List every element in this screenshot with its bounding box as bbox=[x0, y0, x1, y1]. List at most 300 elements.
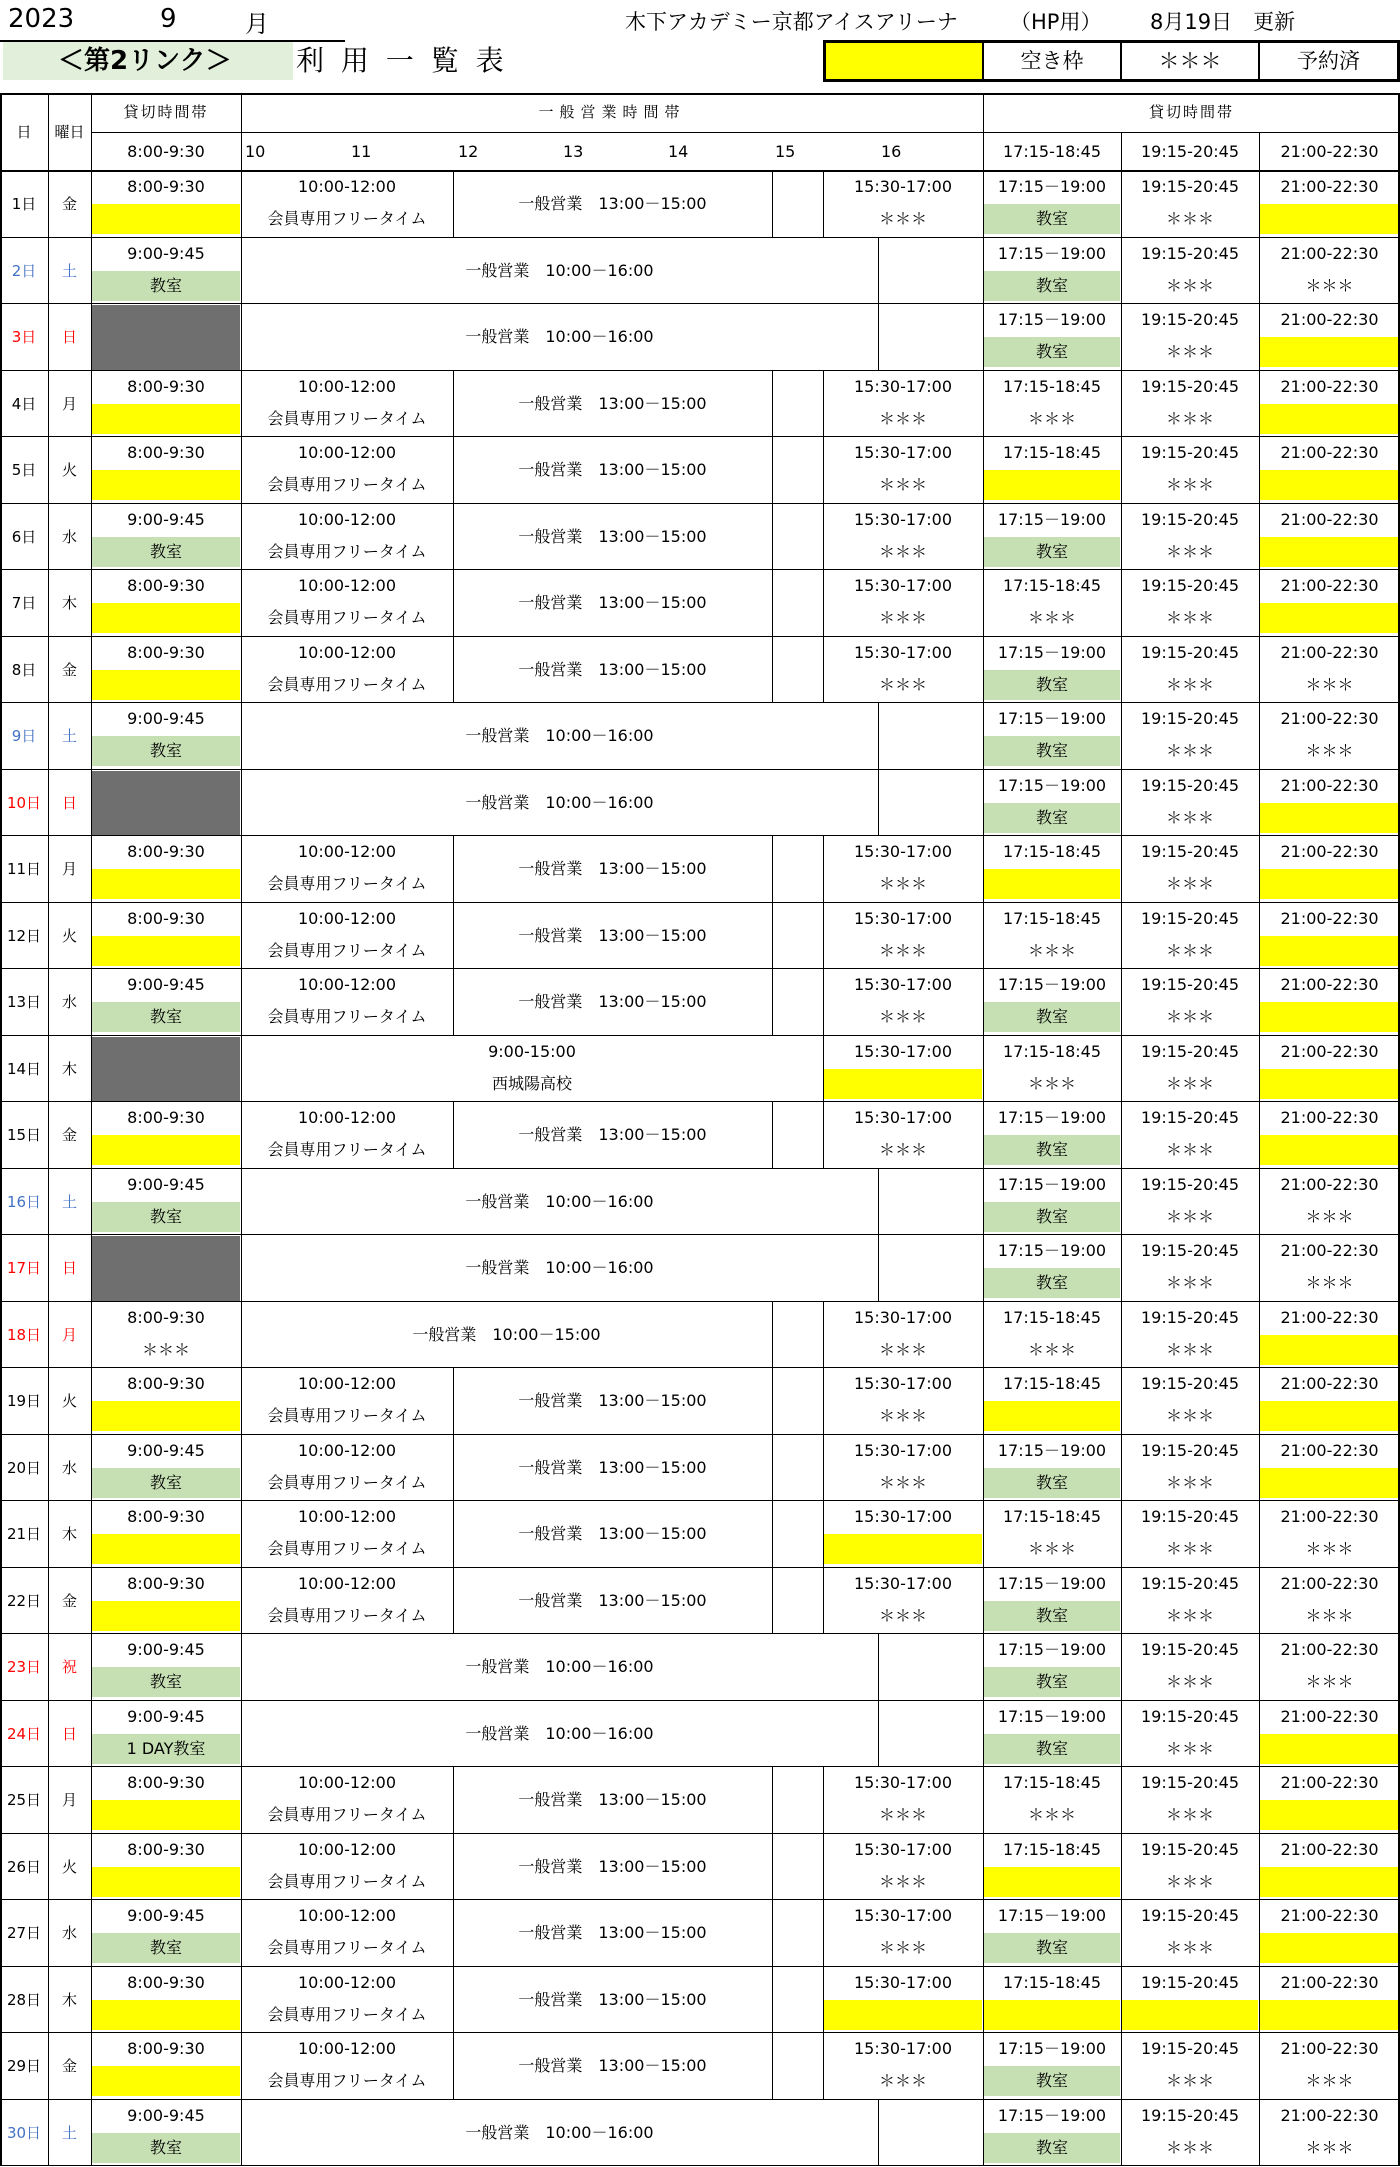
public-session: 一般営業 13:00－15:00 bbox=[518, 1524, 707, 1543]
cell-border bbox=[772, 504, 773, 571]
cell-border bbox=[983, 1435, 984, 1502]
evening-slot bbox=[983, 1501, 1121, 1568]
evening-slot-time: 19:15-20:45 bbox=[1141, 2105, 1239, 2125]
late-slot bbox=[823, 371, 983, 438]
evening-slot-fill bbox=[1260, 1867, 1399, 1897]
evening-slot bbox=[1121, 1568, 1259, 1635]
cell-border bbox=[48, 437, 49, 504]
morning-slot-time: 8:00-9:30 bbox=[127, 842, 205, 861]
evening-slot-time: 19:15-20:45 bbox=[1141, 310, 1239, 329]
evening-slot bbox=[1259, 1036, 1400, 1103]
day-cell: 10日 bbox=[6, 793, 42, 812]
table-row bbox=[0, 1967, 1400, 2034]
late-slot-time: 15:30-17:00 bbox=[854, 509, 952, 529]
cell-border bbox=[983, 703, 984, 770]
evening-slot-time: 21:00-22:30 bbox=[1280, 1440, 1379, 1460]
table-row bbox=[0, 570, 1400, 637]
morning-slot-time: 8:00-9:30 bbox=[127, 1573, 205, 1593]
morning-slot bbox=[91, 1900, 241, 1967]
evening-slot-time: 17:15-18:45 bbox=[1003, 1839, 1101, 1859]
evening-slot-time: 17:15-18:45 bbox=[1003, 576, 1101, 595]
evening-slot bbox=[1259, 903, 1400, 970]
evening-slot bbox=[1259, 1767, 1400, 1834]
late-slot bbox=[823, 836, 983, 903]
morning-slot-time: 9:00-9:45 bbox=[127, 2105, 205, 2125]
late-slot-status: ＊＊＊ bbox=[878, 1406, 927, 1425]
late-slot bbox=[823, 969, 983, 1036]
late-slot bbox=[823, 1302, 983, 1369]
evening-slot-time: 21:00-22:30 bbox=[1280, 376, 1379, 396]
evening-slot bbox=[1121, 1302, 1259, 1369]
weekday-cell: 水 bbox=[61, 993, 77, 1011]
cell-border bbox=[1259, 1634, 1260, 1701]
weekday-cell: 金 bbox=[61, 660, 77, 679]
evening-slot bbox=[1121, 1501, 1259, 1568]
evening-slot-status: ＊＊＊ bbox=[1305, 674, 1354, 694]
cell-border bbox=[1259, 770, 1260, 837]
morning-slot-time: 9:00-9:45 bbox=[127, 1706, 205, 1726]
evening-slot bbox=[1259, 1501, 1400, 1568]
morning-slot-status: 教室 bbox=[149, 1206, 182, 1226]
evening-slot bbox=[1121, 1701, 1259, 1768]
public-session: 一般営業 10:00－15:00 bbox=[412, 1324, 601, 1344]
evening-slot-time: 17:15－19:00 bbox=[997, 310, 1107, 329]
day-cell: 15日 bbox=[6, 1126, 42, 1144]
evening-slot bbox=[1121, 570, 1259, 637]
evening-slot-status: 教室 bbox=[1035, 1672, 1068, 1691]
day-cell: 17日 bbox=[6, 1259, 42, 1277]
table-row bbox=[0, 1701, 1400, 1768]
morning-slot-time: 9:00-9:45 bbox=[127, 1440, 205, 1460]
weekday-cell: 水 bbox=[61, 1458, 77, 1477]
row-border bbox=[0, 2100, 2, 2167]
morning-slot-fill bbox=[92, 1534, 240, 1564]
table-row bbox=[0, 1834, 1400, 1901]
member-freetime-status: 会員専用フリータイム bbox=[267, 1472, 427, 1492]
evening-slot-time: 21:00-22:30 bbox=[1280, 1839, 1379, 1859]
row-border bbox=[0, 1235, 2, 1302]
evening-slot-time: 19:15-20:45 bbox=[1141, 1640, 1239, 1659]
day-cell: 23日 bbox=[6, 1658, 42, 1676]
day-cell: 8日 bbox=[11, 660, 37, 679]
morning-slot-fill bbox=[92, 771, 240, 836]
member-freetime-status: 会員専用フリータイム bbox=[267, 408, 427, 428]
weekday-cell: 木 bbox=[61, 1990, 77, 2009]
evening-slot-time: 21:00-22:30 bbox=[1280, 908, 1379, 928]
evening-slot bbox=[983, 371, 1121, 438]
header-hour: 11 bbox=[351, 142, 372, 161]
morning-slot-time: 8:00-9:30 bbox=[127, 1773, 205, 1792]
weekday-cell: 木 bbox=[61, 1525, 77, 1543]
weekday-cell: 日 bbox=[61, 1724, 77, 1743]
evening-slot bbox=[1121, 1967, 1259, 2034]
evening-slot-fill bbox=[1260, 869, 1399, 899]
evening-slot-fill bbox=[984, 1401, 1120, 1431]
public-session: 一般営業 13:00－15:00 bbox=[518, 992, 707, 1011]
day-cell: 1日 bbox=[11, 195, 37, 213]
morning-slot-fill bbox=[92, 1867, 240, 1897]
cell-border bbox=[91, 2100, 92, 2167]
cell-border bbox=[91, 371, 92, 438]
evening-slot-fill bbox=[1260, 603, 1399, 633]
morning-slot-time: 9:00-9:45 bbox=[127, 1640, 205, 1659]
evening-slot-fill bbox=[984, 470, 1120, 500]
evening-slot bbox=[1259, 1302, 1400, 1369]
cell-border bbox=[772, 1435, 773, 1502]
member-freetime bbox=[241, 1767, 453, 1834]
late-slot-fill bbox=[824, 1069, 982, 1099]
evening-slot bbox=[983, 703, 1121, 770]
cell-border bbox=[983, 1767, 984, 1834]
evening-slot-time: 19:15-20:45 bbox=[1141, 1507, 1239, 1526]
evening-slot-status: 教室 bbox=[1035, 1140, 1068, 1159]
late-slot-time: 15:30-17:00 bbox=[854, 443, 952, 462]
evening-slot-status: 教室 bbox=[1035, 2137, 1068, 2157]
row-border bbox=[0, 637, 2, 704]
evening-slot-status: ＊＊＊ bbox=[1165, 408, 1214, 428]
evening-slot-time: 21:00-22:30 bbox=[1280, 1773, 1379, 1792]
cell-border bbox=[1259, 1767, 1260, 1834]
public-session: 一般営業 13:00－15:00 bbox=[518, 659, 707, 679]
evening-slot-status: ＊＊＊ bbox=[1165, 1406, 1214, 1425]
morning-slot-time: 9:00-9:45 bbox=[127, 709, 205, 728]
evening-slot-time: 19:15-20:45 bbox=[1141, 243, 1239, 263]
evening-slot bbox=[1121, 1169, 1259, 1236]
late-slot-time: 15:30-17:00 bbox=[854, 1573, 952, 1593]
row-border bbox=[0, 770, 2, 837]
cell-border bbox=[91, 836, 92, 903]
cell-border bbox=[772, 171, 773, 238]
table-row bbox=[0, 1501, 1400, 1568]
year: 2023 bbox=[8, 4, 75, 34]
late-slot-time: 15:30-17:00 bbox=[854, 642, 952, 662]
evening-slot-time: 21:00-22:30 bbox=[1280, 1640, 1379, 1659]
cell-border bbox=[1121, 1701, 1122, 1768]
evening-slot bbox=[1121, 770, 1259, 837]
member-freetime-time: 10:00-12:00 bbox=[298, 1573, 396, 1593]
cell-border bbox=[878, 238, 879, 305]
evening-slot bbox=[1121, 1102, 1259, 1169]
cell-border bbox=[983, 1701, 984, 1768]
header-public-group: 一般営業時間帯 bbox=[538, 103, 686, 121]
morning-slot-time: 8:00-9:30 bbox=[127, 1307, 205, 1327]
evening-slot-status: ＊＊＊ bbox=[1165, 275, 1214, 295]
cell-border bbox=[48, 637, 49, 704]
evening-slot-time: 21:00-22:30 bbox=[1280, 1307, 1379, 1327]
evening-slot-time: 17:15-18:45 bbox=[1003, 1507, 1101, 1526]
cell-border bbox=[1259, 637, 1260, 704]
day-cell: 27日 bbox=[6, 1924, 42, 1942]
evening-slot-status: 教室 bbox=[1035, 1472, 1068, 1492]
member-freetime bbox=[241, 1900, 453, 1967]
member-freetime-time: 10:00-12:00 bbox=[298, 1440, 396, 1460]
cell-border bbox=[91, 1701, 92, 1768]
evening-slot-time: 17:15－19:00 bbox=[997, 1706, 1107, 1726]
cell-border bbox=[241, 903, 242, 970]
row-border bbox=[0, 1302, 2, 1369]
public-session: 一般営業 10:00－16:00 bbox=[465, 2122, 654, 2142]
cell-border bbox=[91, 1368, 92, 1435]
table-row bbox=[0, 1235, 1400, 1302]
evening-slot-time: 19:15-20:45 bbox=[1141, 1174, 1239, 1194]
cell-border bbox=[241, 1568, 242, 1635]
morning-slot bbox=[91, 2100, 241, 2167]
public-session: 一般営業 13:00－15:00 bbox=[518, 593, 707, 612]
header-evening-group: 貸切時間帯 bbox=[1148, 103, 1234, 121]
day-cell: 13日 bbox=[6, 993, 42, 1011]
evening-slot-time: 17:15－19:00 bbox=[997, 1906, 1107, 1925]
cell-border bbox=[48, 1302, 49, 1369]
morning-slot-status: 教室 bbox=[149, 1472, 182, 1492]
evening-slot bbox=[1121, 1036, 1259, 1103]
cell-border bbox=[1121, 703, 1122, 770]
row-border bbox=[0, 570, 2, 637]
evening-slot-status: ＊＊＊ bbox=[1165, 1273, 1214, 1292]
cell-border bbox=[241, 1235, 242, 1302]
day-cell: 25日 bbox=[6, 1791, 42, 1809]
morning-slot-time: 8:00-9:30 bbox=[127, 908, 205, 928]
cell-border bbox=[241, 1435, 242, 1502]
evening-slot-time: 19:15-20:45 bbox=[1141, 642, 1239, 662]
cell-border bbox=[772, 1568, 773, 1635]
member-freetime bbox=[241, 836, 453, 903]
evening-slot bbox=[1121, 903, 1259, 970]
evening-slot-time: 17:15-18:45 bbox=[1003, 1041, 1101, 1061]
evening-slot bbox=[1121, 1834, 1259, 1901]
day-cell: 2日 bbox=[11, 261, 37, 280]
cell-border bbox=[1259, 703, 1260, 770]
morning-slot bbox=[91, 770, 241, 837]
member-freetime bbox=[241, 2033, 453, 2100]
late-slot-status: ＊＊＊ bbox=[878, 1938, 927, 1957]
member-freetime bbox=[241, 969, 453, 1036]
member-freetime-status: 会員専用フリータイム bbox=[267, 1605, 427, 1625]
evening-slot bbox=[983, 1568, 1121, 1635]
header-evening-time: 21:00-22:30 bbox=[1280, 142, 1379, 161]
evening-slot-status: ＊＊＊ bbox=[1027, 1339, 1076, 1359]
cell-border bbox=[1121, 1967, 1122, 2034]
evening-slot-time: 17:15-18:45 bbox=[1003, 1374, 1101, 1393]
morning-slot bbox=[91, 969, 241, 1036]
late-slot-status: ＊＊＊ bbox=[878, 940, 927, 960]
evening-slot-time: 21:00-22:30 bbox=[1280, 1573, 1379, 1593]
morning-slot bbox=[91, 1501, 241, 1568]
cell-border bbox=[241, 703, 242, 770]
evening-slot bbox=[1121, 238, 1259, 305]
member-freetime bbox=[241, 903, 453, 970]
weekday-cell: 祝 bbox=[61, 1658, 77, 1676]
late-slot-time: 15:30-17:00 bbox=[854, 908, 952, 928]
cell-border bbox=[91, 1302, 92, 1369]
late-slot bbox=[823, 570, 983, 637]
cell-border bbox=[241, 238, 242, 305]
member-freetime-time: 10:00-12:00 bbox=[298, 509, 396, 529]
evening-slot-status: ＊＊＊ bbox=[1165, 1871, 1214, 1891]
cell-border bbox=[983, 1036, 984, 1103]
header-hour: 10 bbox=[245, 142, 266, 161]
evening-slot-fill bbox=[984, 2000, 1120, 2030]
evening-slot-fill bbox=[1260, 1734, 1399, 1764]
cell-border bbox=[983, 1169, 984, 1236]
evening-slot bbox=[1121, 2033, 1259, 2100]
row-border bbox=[0, 1634, 2, 1701]
morning-slot-time: 8:00-9:30 bbox=[127, 1839, 205, 1859]
table-row bbox=[0, 1634, 1400, 1701]
late-slot-time: 15:30-17:00 bbox=[854, 2039, 952, 2058]
evening-slot-fill bbox=[1260, 337, 1399, 367]
evening-slot-fill bbox=[1260, 404, 1399, 434]
cell-border bbox=[241, 1900, 242, 1967]
late-slot-time: 15:30-17:00 bbox=[854, 376, 952, 396]
morning-slot-time: 8:00-9:30 bbox=[127, 443, 205, 462]
table-row bbox=[0, 836, 1400, 903]
table-row bbox=[0, 238, 1400, 305]
legend-open-swatch bbox=[826, 43, 984, 79]
evening-slot-fill bbox=[1260, 1800, 1399, 1830]
cell-border bbox=[91, 504, 92, 571]
late-slot-time: 15:30-17:00 bbox=[854, 1773, 952, 1792]
cell-border bbox=[241, 371, 242, 438]
cell-border bbox=[48, 1834, 49, 1901]
morning-slot bbox=[91, 903, 241, 970]
cell-border bbox=[91, 1900, 92, 1967]
cell-border bbox=[91, 1169, 92, 1236]
cell-border bbox=[772, 437, 773, 504]
evening-slot-time: 17:15－19:00 bbox=[997, 642, 1107, 662]
evening-slot-status: ＊＊＊ bbox=[1165, 874, 1214, 893]
evening-slot-status: ＊＊＊ bbox=[1165, 475, 1214, 494]
cell-border bbox=[48, 1102, 49, 1169]
member-freetime-status: 会員専用フリータイム bbox=[267, 1938, 427, 1957]
evening-slot-status: ＊＊＊ bbox=[1165, 1140, 1214, 1159]
cell-border bbox=[91, 770, 92, 837]
evening-slot bbox=[983, 570, 1121, 637]
cell-border bbox=[1121, 1435, 1122, 1502]
weekday-cell: 月 bbox=[61, 860, 77, 878]
header-morning-group: 貸切時間帯 bbox=[123, 103, 209, 121]
evening-slot-status: ＊＊＊ bbox=[1165, 1472, 1214, 1492]
morning-slot bbox=[91, 1568, 241, 1635]
morning-slot-time: 8:00-9:30 bbox=[127, 177, 205, 196]
public-session: 一般営業 10:00－16:00 bbox=[465, 1191, 654, 1211]
cell-border bbox=[1259, 1834, 1260, 1901]
month-unit: 月 bbox=[245, 10, 269, 38]
table-row bbox=[0, 2100, 1400, 2167]
cell-border bbox=[241, 770, 242, 837]
morning-slot-status: 教室 bbox=[149, 275, 182, 295]
evening-slot bbox=[983, 1435, 1121, 1502]
cell-border bbox=[983, 1834, 984, 1901]
evening-slot-status: ＊＊＊ bbox=[1165, 1007, 1214, 1026]
public-session: 一般営業 13:00－15:00 bbox=[518, 2056, 707, 2075]
morning-slot-time: 9:00-9:45 bbox=[127, 1906, 205, 1925]
morning-slot-time: 8:00-9:30 bbox=[127, 1108, 205, 1127]
public-session: 一般営業 13:00－15:00 bbox=[518, 1989, 707, 2009]
cell-border bbox=[91, 1036, 92, 1103]
member-freetime-time: 10:00-12:00 bbox=[298, 1773, 396, 1792]
cell-border bbox=[983, 171, 984, 238]
late-slot-status: ＊＊＊ bbox=[878, 674, 927, 694]
evening-slot bbox=[983, 1036, 1121, 1103]
member-freetime bbox=[241, 371, 453, 438]
cell-border bbox=[983, 2033, 984, 2100]
evening-slot-time: 17:15－19:00 bbox=[997, 2039, 1107, 2058]
cell-border bbox=[878, 770, 879, 837]
morning-slot-status: 1 DAY教室 bbox=[126, 1738, 206, 1758]
evening-slot-time: 21:00-22:30 bbox=[1280, 509, 1379, 529]
evening-slot-status: ＊＊＊ bbox=[1165, 807, 1214, 827]
day-cell: 20日 bbox=[6, 1458, 42, 1477]
evening-slot-time: 17:15－19:00 bbox=[997, 243, 1107, 263]
evening-slot-time: 19:15-20:45 bbox=[1141, 376, 1239, 396]
table-row bbox=[0, 969, 1400, 1036]
evening-slot-status: 教室 bbox=[1035, 275, 1068, 295]
cell-border bbox=[1121, 1169, 1122, 1236]
evening-slot-time: 21:00-22:30 bbox=[1280, 1174, 1379, 1194]
morning-slot-status: 教室 bbox=[149, 741, 182, 760]
evening-slot bbox=[1259, 238, 1400, 305]
cell-border bbox=[1259, 1036, 1260, 1103]
cell-border bbox=[48, 1701, 49, 1768]
cell-border bbox=[1121, 238, 1122, 305]
evening-slot bbox=[983, 2100, 1121, 2167]
evening-slot-time: 21:00-22:30 bbox=[1280, 842, 1379, 861]
member-freetime-time: 10:00-12:00 bbox=[298, 376, 396, 396]
evening-slot-time: 17:15－19:00 bbox=[997, 1573, 1107, 1593]
evening-slot-time: 21:00-22:30 bbox=[1280, 1041, 1379, 1061]
cell-border bbox=[1259, 1302, 1260, 1369]
table-row bbox=[0, 1302, 1400, 1369]
member-freetime-status: 会員専用フリータイム bbox=[267, 541, 427, 561]
school-booking bbox=[241, 1036, 823, 1103]
evening-slot-fill bbox=[1260, 1933, 1399, 1963]
evening-slot-time: 17:15-18:45 bbox=[1003, 1307, 1101, 1327]
evening-slot-fill bbox=[984, 869, 1120, 899]
evening-slot-status: ＊＊＊ bbox=[1027, 608, 1076, 627]
member-freetime-time: 10:00-12:00 bbox=[298, 576, 396, 595]
member-freetime-status: 会員専用フリータイム bbox=[267, 1871, 427, 1891]
evening-slot-time: 19:15-20:45 bbox=[1141, 908, 1239, 928]
cell-border bbox=[91, 1834, 92, 1901]
table-body bbox=[0, 171, 1400, 2167]
evening-slot bbox=[983, 437, 1121, 504]
evening-slot-time: 21:00-22:30 bbox=[1280, 1507, 1379, 1526]
row-border bbox=[0, 1834, 2, 1901]
cell-border bbox=[48, 304, 49, 371]
evening-slot bbox=[1259, 969, 1400, 1036]
row-border bbox=[0, 304, 2, 371]
evening-slot-status: ＊＊＊ bbox=[1165, 741, 1214, 760]
weekday-cell: 火 bbox=[61, 461, 77, 479]
row-border bbox=[0, 1900, 2, 1967]
member-freetime-status: 会員専用フリータイム bbox=[267, 1539, 427, 1558]
table-row bbox=[0, 1435, 1400, 1502]
evening-slot-status: ＊＊＊ bbox=[1165, 1206, 1214, 1226]
morning-slot-time: 8:00-9:30 bbox=[127, 376, 205, 396]
member-freetime bbox=[241, 1368, 453, 1435]
evening-slot-time: 17:15－19:00 bbox=[997, 775, 1107, 795]
evening-slot-status: 教室 bbox=[1035, 741, 1068, 760]
morning-slot-time: 9:00-9:45 bbox=[127, 975, 205, 994]
morning-slot-fill bbox=[92, 1135, 240, 1165]
evening-slot-fill bbox=[1260, 803, 1399, 833]
morning-slot bbox=[91, 637, 241, 704]
cell-border bbox=[91, 637, 92, 704]
morning-slot-time: 8:00-9:30 bbox=[127, 2039, 205, 2058]
evening-slot-time: 19:15-20:45 bbox=[1141, 709, 1239, 728]
cell-border bbox=[983, 969, 984, 1036]
cell-border bbox=[91, 570, 92, 637]
